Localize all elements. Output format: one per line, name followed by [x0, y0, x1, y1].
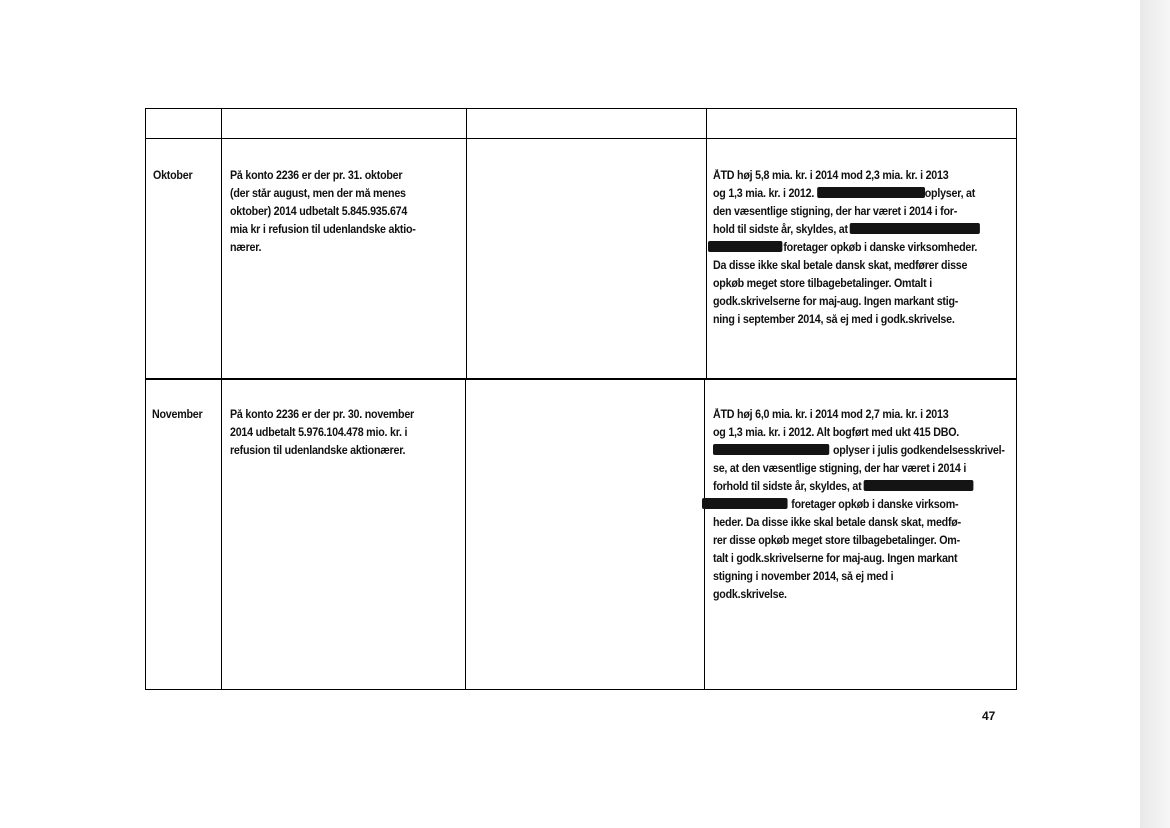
redaction-bar — [702, 498, 788, 509]
text-line: se, at den væsentlige stigning, der har været i 2014 i — [713, 463, 967, 475]
table-rule — [1016, 108, 1017, 690]
text-line: mia kr i refusion til udenlandske aktio- — [230, 224, 416, 236]
text-line: og 1,3 mia. kr. i 2012. Alt bogført med ukt 415 DBO. — [713, 427, 960, 439]
page-number: 47 — [982, 709, 996, 723]
text-line: 2014 udbetalt 5.976.104.478 mio. kr. i — [230, 427, 408, 439]
text-line: (der står august, men der må menes — [230, 188, 406, 200]
text-line: talt i godk.skrivelserne for maj-aug. Ingen markant — [713, 553, 958, 565]
table-rule — [466, 108, 467, 378]
text-line: hold til sidste år, skyldes, at — [713, 221, 980, 240]
redaction-bar — [817, 187, 925, 198]
text-line: refusion til udenlandske aktionærer. — [230, 445, 406, 457]
text-line: og 1,3 mia. kr. i 2012. oplyser, at — [713, 188, 976, 200]
text-line: forhold til sidste år, skyldes, at — [713, 478, 973, 497]
text-line: Da disse ikke skal betale dansk skat, medfører disse — [713, 260, 968, 272]
table-rule — [704, 380, 705, 690]
text-line: foretager opkøb i danske virksomheder. — [708, 239, 977, 258]
text-line: heder. Da disse ikke skal betale dansk skat, medfø- — [713, 517, 961, 529]
table-rule — [221, 108, 222, 690]
text-line: På konto 2236 er der pr. 30. november — [230, 409, 414, 421]
text-line: godk.skrivelse. — [713, 589, 787, 601]
month-cell: Oktober — [153, 170, 193, 182]
text-line: opkøb meget store tilbagebetalinger. Omtalt i — [713, 278, 932, 290]
text-line: oktober) 2014 udbetalt 5.845.935.674 — [230, 206, 408, 218]
text-line: På konto 2236 er der pr. 31. oktober — [230, 170, 403, 182]
text-line: rer disse opkøb meget store tilbagebetalinger. Om- — [713, 535, 960, 547]
table-rule — [706, 108, 707, 378]
text-line: ÅTD høj 6,0 mia. kr. i 2014 mod 2,7 mia. kr. i 2013 — [713, 409, 949, 421]
text-line: ning i september 2014, så ej med i godk.skrivelse. — [713, 314, 955, 326]
redaction-bar — [850, 223, 980, 234]
text-line: den væsentlige stigning, der har været i 2014 i for- — [713, 206, 958, 218]
redaction-bar — [708, 241, 782, 252]
page-edge-shadow — [1140, 0, 1170, 828]
text-line: ÅTD høj 5,8 mia. kr. i 2014 mod 2,3 mia. kr. i 2013 — [713, 170, 949, 182]
table-rule — [145, 138, 1017, 139]
text-line: stigning i november 2014, så ej med i — [713, 571, 894, 583]
table-rule — [145, 108, 146, 690]
text-line: nærer. — [230, 242, 262, 254]
redaction-bar — [863, 480, 973, 491]
text-line: foretager opkøb i danske virksom- — [702, 496, 958, 515]
month-cell: November — [152, 409, 203, 421]
table-rule — [145, 378, 1017, 380]
text-line: godk.skrivelserne for maj-aug. Ingen markant stig- — [713, 296, 959, 308]
table-rule — [145, 108, 1017, 109]
redaction-bar — [713, 444, 829, 455]
text-line: oplyser i julis godkendelsesskrivel- — [713, 442, 1005, 461]
table-rule — [465, 380, 466, 690]
table-rule — [145, 689, 1017, 690]
